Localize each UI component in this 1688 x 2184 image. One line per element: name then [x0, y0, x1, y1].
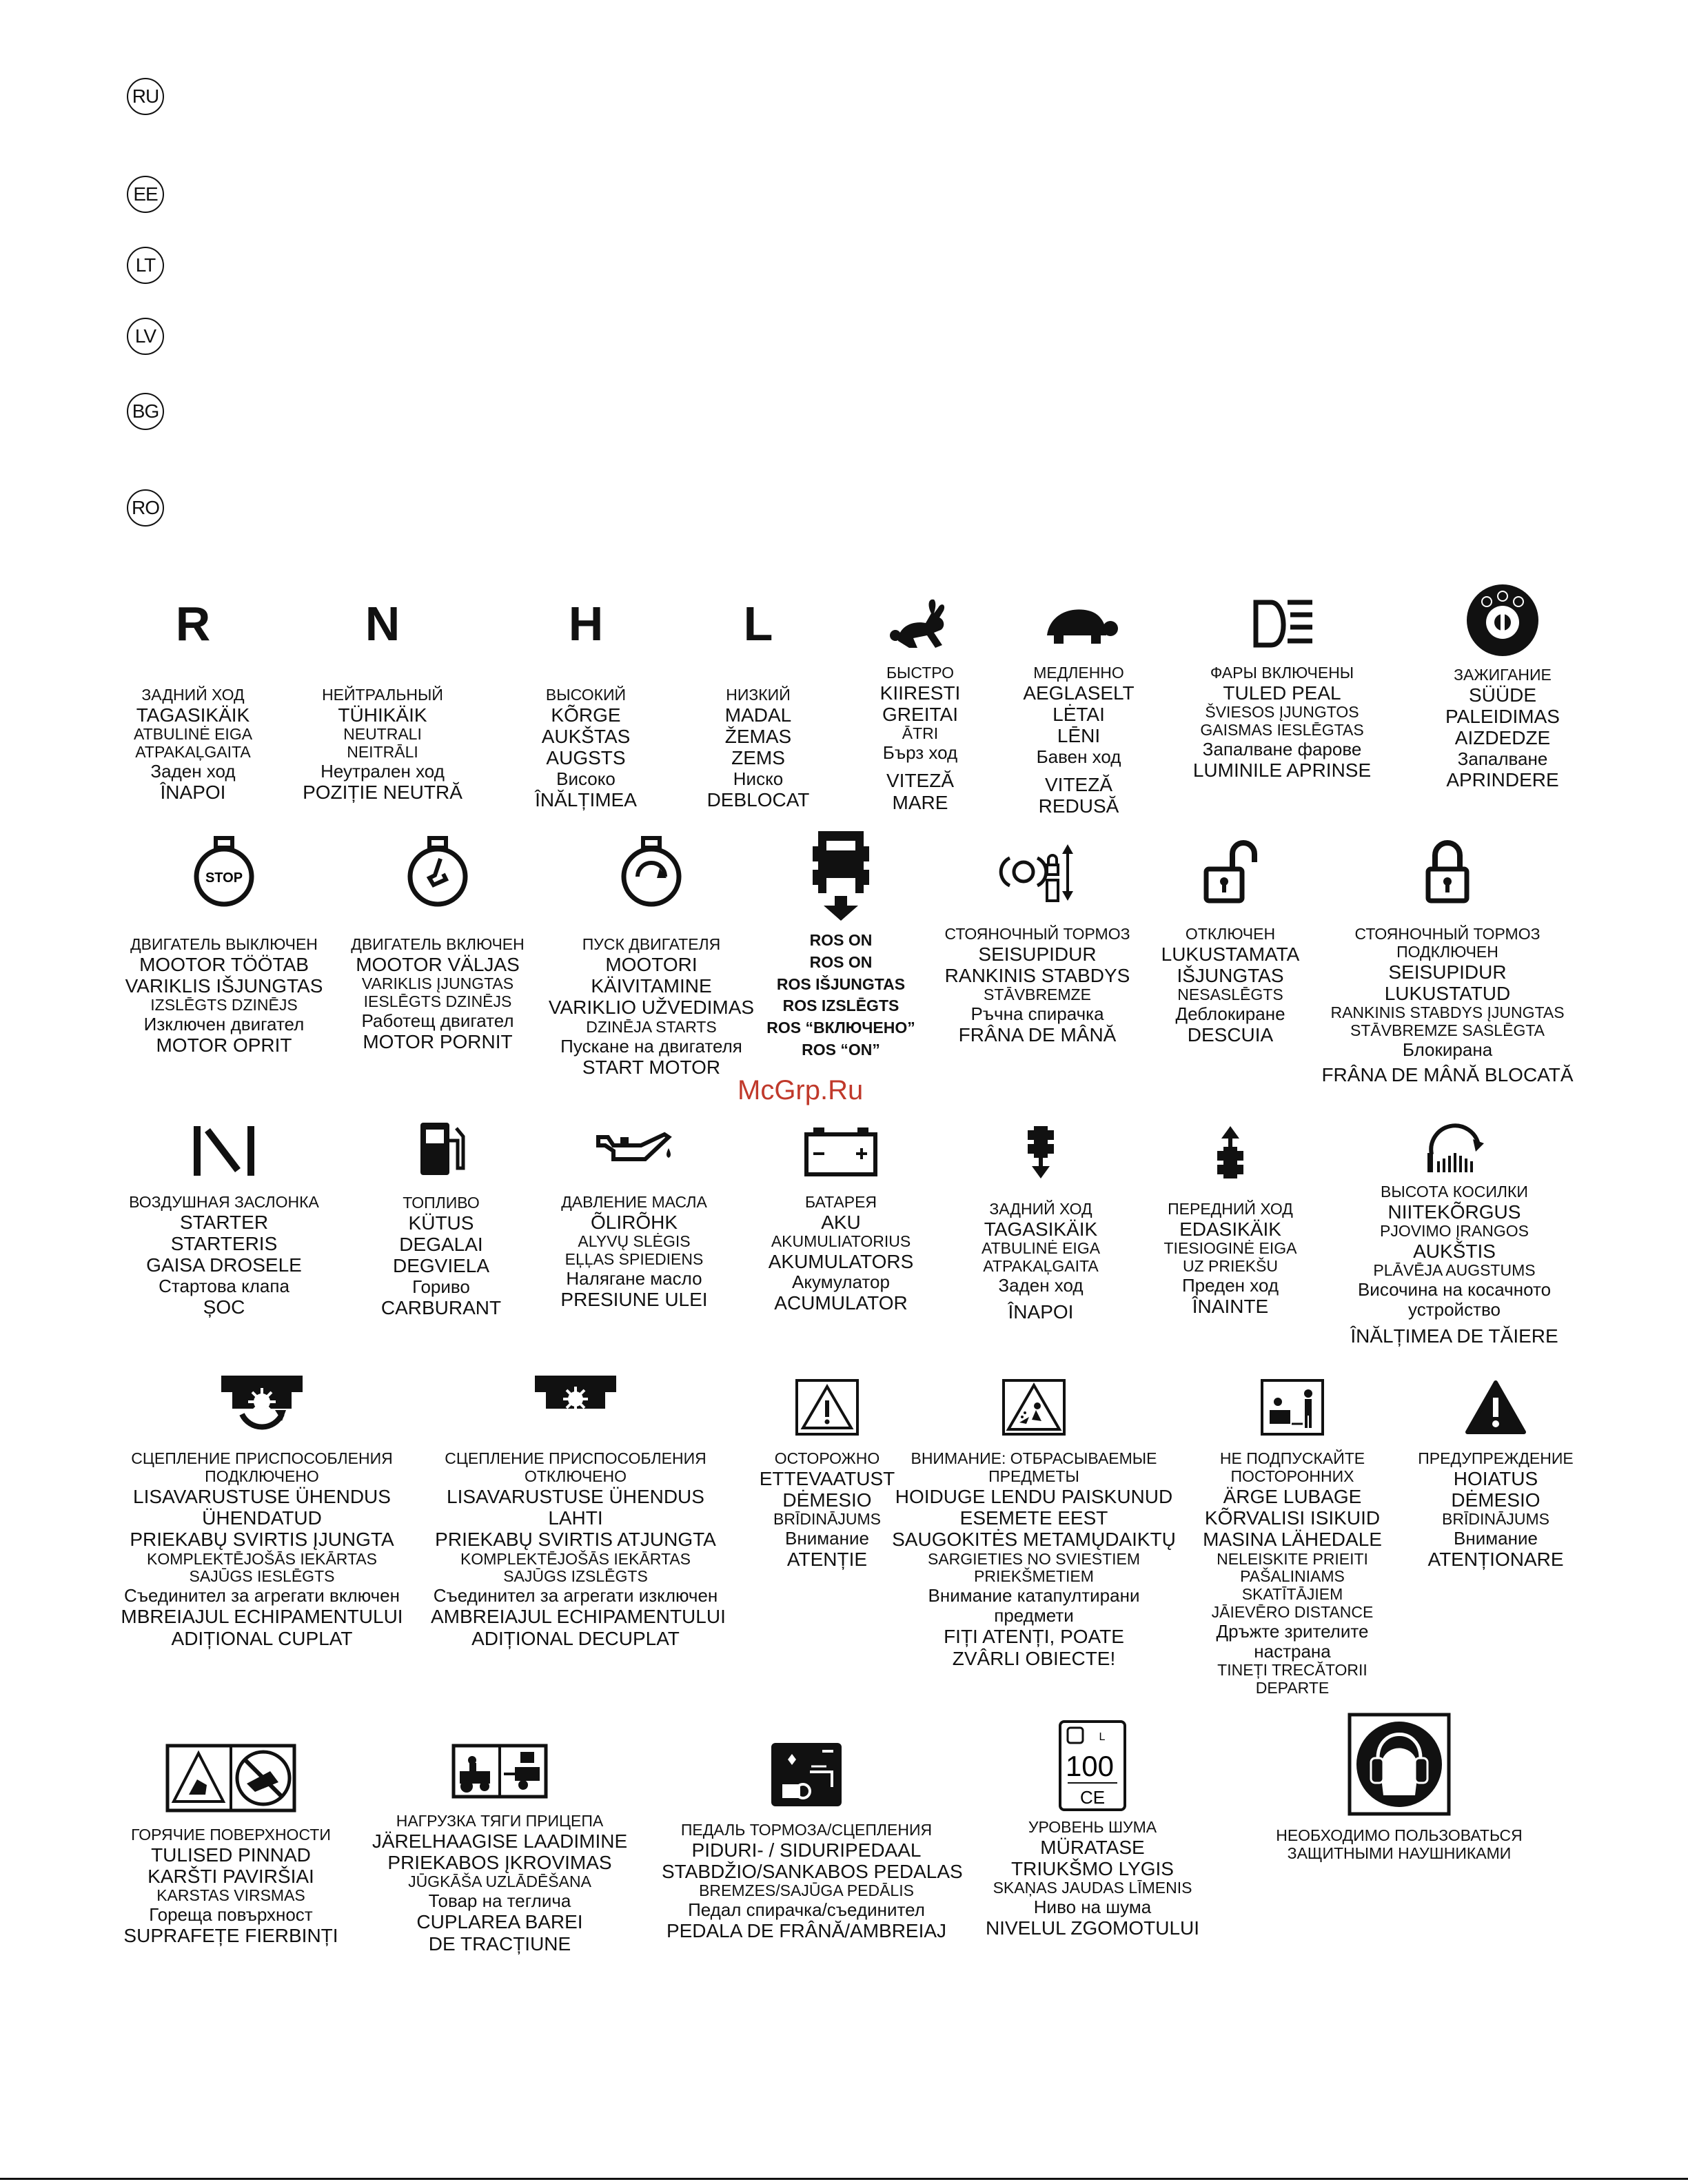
label-line: ATENȚIE: [786, 1549, 868, 1571]
label-line: GREITAI: [882, 704, 958, 726]
label-line: VARIKLIS ĮJUNGTAS: [361, 974, 514, 993]
label-line: Деблокиране: [1175, 1003, 1285, 1025]
headlight-icon: [1248, 593, 1316, 655]
label-line: FRÂNA DE MÂNĂ BLOCATĂ: [1321, 1063, 1574, 1085]
label-line: LĒNI: [1057, 725, 1101, 747]
watermark: McGrp.Ru: [738, 1075, 864, 1105]
label-line: BRĪDINĀJUMS: [1442, 1510, 1549, 1529]
label-line: Ръчна спирачка: [970, 1003, 1104, 1025]
reverse-icon: [1024, 1123, 1058, 1181]
label-line: CUPLAREA BAREI: [416, 1911, 583, 1933]
label-line: ВОЗДУШНАЯ ЗАСЛОНКА: [129, 1193, 319, 1211]
label-line: BREMZES/SAJŪGA PEDĀLIS: [699, 1881, 914, 1900]
label-line: KIIRESTI: [879, 682, 961, 704]
symbol-keep-distance: [1196, 1378, 1389, 1697]
label-line: Пускане на двигателя: [560, 1035, 742, 1057]
label-line: Педал спирачка/съединител: [688, 1899, 925, 1921]
label-line: MOTOR OPRIT: [156, 1034, 292, 1057]
label-line: PIDURI- / SIDURIPEDAAL: [691, 1839, 922, 1861]
label-line: HOIDUGE LENDU PAISKUNUD: [895, 1485, 1173, 1507]
label-line: Внимание катапултирани: [928, 1585, 1140, 1606]
label-line: IZSLĒGTS DZINĒJS: [150, 996, 298, 1014]
label-line: устройство: [1408, 1299, 1501, 1320]
label-line: TÜHIKÄIK: [338, 704, 427, 726]
label-line: EĻĻAS SPIEDIENS: [565, 1249, 704, 1268]
label-line: FIȚI ATENȚI, POATE: [944, 1626, 1124, 1648]
label-line: ДВИГАТЕЛЬ ВЫКЛЮЧЕН: [130, 935, 318, 953]
label-line: ÎNAPOI: [1008, 1300, 1074, 1323]
label-line: APRINDERE: [1446, 768, 1559, 790]
engine-stop-icon: [190, 834, 258, 910]
label-line: ОТКЛЮЧЕН: [1185, 925, 1276, 943]
label-line: REDUSĂ: [1038, 795, 1119, 817]
lang-lv: LV: [127, 318, 164, 355]
label-line: SUPRAFEȚE FIERBINȚI: [123, 1925, 338, 1947]
label-line: KÕRGE: [551, 704, 621, 726]
thrown-objects-icon: [1001, 1378, 1066, 1436]
label-line: МЕДЛЕННО: [1033, 664, 1124, 682]
label-line: Бърз ход: [882, 742, 958, 764]
lang-ee: EE: [127, 176, 164, 213]
label-line: Внимание: [785, 1528, 869, 1549]
label-line: DEPARTE: [1255, 1678, 1330, 1697]
lang-ro: RO: [127, 489, 164, 527]
symbol-warning: [1399, 1378, 1592, 1571]
label-line: ОСТОРОЖНО: [774, 1449, 880, 1467]
symbol-brake-pedal: [662, 1740, 963, 1942]
label-line: TULISED PINNAD: [151, 1844, 311, 1866]
symbol-attachment-engaged: [117, 1371, 407, 1649]
oil-pressure-icon: [593, 1123, 675, 1178]
lang-bg: BG: [127, 393, 164, 430]
label-line: KARSTAS VIRSMAS: [156, 1886, 305, 1905]
svg-text:STOP: STOP: [205, 870, 243, 886]
label-line: Ниво на шума: [1033, 1897, 1152, 1918]
label-line: ТОПЛИВО: [403, 1194, 480, 1212]
label-line: ФАРЫ ВКЛЮЧЕНЫ: [1210, 664, 1354, 682]
label-line: PALEIDIMAS: [1445, 706, 1560, 728]
label-line: AUGSTS: [546, 747, 626, 769]
label-line: SEISUPIDUR: [978, 943, 1097, 965]
label-line: БАТАРЕЯ: [804, 1193, 877, 1211]
label-line: Заден ход: [998, 1274, 1084, 1296]
attachment-engaged-icon: [217, 1371, 307, 1440]
label-line: TAGASIKÄIK: [984, 1218, 1098, 1240]
label-line: СТОЯНОЧНЫЙ ТОРМОЗ: [944, 925, 1130, 943]
label-line: ПОДКЛЮЧЕНО: [205, 1467, 319, 1485]
label-line: PRIEKABŲ SVIRTIS ĮJUNGTA: [130, 1529, 394, 1551]
label-line: ZEMS: [731, 747, 785, 769]
symbol-fast: [841, 593, 999, 813]
symbol-cutting-height: [1330, 1113, 1578, 1347]
label-line: ÜHENDATUD: [202, 1507, 322, 1529]
label-line: TRIUKŠMO LYGIS: [1011, 1858, 1174, 1880]
label-line: DĖMESIO: [782, 1489, 872, 1511]
label-line: KOMPLEKTĒJOŠĀS IEKĀRTAS: [460, 1549, 691, 1568]
label-line: AUKŠTAS: [541, 726, 631, 748]
label-line: JĀIEVĒRO DISTANCE: [1211, 1602, 1374, 1621]
symbol-noise-level: [979, 1719, 1206, 1939]
symbol-ros: [758, 827, 924, 1059]
label-line: Неутрален ход: [321, 760, 445, 782]
label-line: Гориво: [412, 1276, 470, 1297]
label-line: ŠVIESOS ĮJUNGTOS: [1205, 703, 1359, 722]
label-line: ÄRGE LUBAGE: [1223, 1485, 1362, 1507]
label-line: GAISMAS IESLĒGTAS: [1200, 720, 1364, 739]
label-line: VITEZĂ: [886, 770, 954, 792]
symbol-engine-stop: [117, 834, 331, 1057]
label-line: ПОСТОРОННИХ: [1230, 1467, 1354, 1485]
label-line: НИЗКИЙ: [726, 686, 791, 704]
noise-level-icon: [1058, 1719, 1127, 1812]
label-line: УРОВЕНЬ ШУМА: [1028, 1818, 1157, 1836]
label-line: KOMPLEKTĒJOŠĀS IEKĀRTAS: [146, 1549, 378, 1568]
label-line: Акумулатор: [792, 1272, 890, 1293]
symbol-attachment-disengaged: [431, 1371, 726, 1649]
label-line: ROS “ВКЛЮЧЕНО”: [766, 1019, 915, 1037]
label-line: ZVÂRLI OBIECTE!: [952, 1647, 1116, 1669]
label-line: Изключен двигател: [143, 1014, 305, 1035]
label-line: LUKUSTAMATA: [1161, 943, 1300, 965]
label-line: AIZDEDZE: [1454, 727, 1551, 749]
label-line: AKUMULATORS: [768, 1250, 914, 1272]
label-line: VARIKLIS IŠJUNGTAS: [125, 975, 323, 997]
cutting-height-icon: [1416, 1113, 1492, 1175]
label-line: ПЕДАЛЬ ТОРМОЗА/СЦЕПЛЕНИЯ: [680, 1821, 933, 1839]
label-line: ПУСК ДВИГАТЕЛЯ: [582, 935, 721, 953]
label-line: Внимание: [1454, 1528, 1538, 1549]
label-line: ATBULINĖ EIGA: [133, 725, 253, 744]
symbol-choke: [117, 1123, 331, 1318]
label-line: NELEISKITE PRIEITI: [1217, 1549, 1368, 1568]
label-line: ВНИМАНИЕ: ОТБРАСЫВАЕМЫЕ: [911, 1449, 1157, 1467]
label-line: PRIEKABOS ĮKROVIMAS: [387, 1852, 612, 1874]
label-line: ATPAKAĻGAITA: [983, 1256, 1099, 1275]
label-line: AEGLASELT: [1023, 682, 1135, 704]
label-line: MASINA LÄHEDALE: [1203, 1529, 1382, 1551]
label-line: НАГРУЗКА ТЯГИ ПРИЦЕПА: [396, 1812, 604, 1830]
label-line: LUMINILE APRINSE: [1192, 759, 1372, 781]
label-line: ВЫСОКИЙ: [545, 686, 627, 704]
label-line: STĀVBREMZE SASLĒGTA: [1350, 1021, 1545, 1039]
label-line: AKUMULIATORIUS: [771, 1232, 911, 1251]
label-line: RANKINIS STABDYS: [944, 965, 1130, 987]
label-line: MADAL: [724, 704, 792, 726]
label-line: ЗАЖИГАНИЕ: [1454, 666, 1552, 684]
warning-icon: [1465, 1378, 1527, 1436]
label-line: MOOTORI: [605, 953, 698, 975]
label-line: Съединител за агрегати изключен: [433, 1585, 718, 1606]
ros-icon: [810, 827, 872, 923]
symbol-neutral-n: [293, 597, 472, 803]
symbol-low-l: [682, 597, 834, 810]
label-line: PEDALA DE FRÂNĂ/AMBREIAJ: [666, 1920, 947, 1942]
symbol-oil-pressure: [545, 1123, 724, 1310]
label-line: Съединител за агрегати включен: [124, 1585, 400, 1606]
label-line: PRESIUNE ULEI: [560, 1288, 708, 1310]
label-line: ȘOC: [203, 1296, 245, 1318]
label-line: AUKŠTIS: [1413, 1240, 1496, 1262]
caution-icon: [795, 1378, 860, 1436]
fuel-icon: [414, 1120, 469, 1179]
label-line: SAJŪGS IESLĒGTS: [189, 1567, 335, 1586]
label-line: ВЫСОТА КОСИЛКИ: [1381, 1183, 1528, 1201]
label-line: CARBURANT: [380, 1296, 502, 1318]
label-line: Стартова клапа: [159, 1275, 289, 1296]
label-line: IESLĒGTS DZINĒJS: [363, 992, 512, 1010]
label-line: ACUMULATOR: [774, 1292, 908, 1314]
label-line: HOIATUS: [1453, 1467, 1538, 1489]
label-line: EDASIKÄIK: [1179, 1218, 1281, 1240]
keep-distance-icon: [1260, 1378, 1325, 1436]
label-line: LAHTI: [548, 1507, 603, 1529]
label-line: ADIȚIONAL CUPLAT: [171, 1627, 353, 1649]
symbol-parking-brake: [934, 837, 1141, 1046]
label-line: POZIȚIE NEUTRĂ: [303, 781, 462, 803]
label-line: ROS IZSLĒGTS: [782, 997, 899, 1015]
label-line: Блокирана: [1402, 1039, 1493, 1060]
label-line: НЕОБХОДИМО ПОЛЬЗОВАТЬСЯ: [1276, 1826, 1523, 1844]
label-line: ЗАДНИЙ ХОД: [989, 1200, 1092, 1218]
label-line: СЦЕПЛЕНИЕ ПРИСПОСОБЛЕНИЯ: [445, 1449, 706, 1467]
label-line: Гореща повърхност: [149, 1904, 313, 1926]
lang-lt: LT: [127, 247, 164, 284]
label-line: TULED PEAL: [1223, 682, 1341, 704]
label-line: MARE: [892, 791, 948, 813]
label-line: ROS “ON”: [802, 1040, 880, 1059]
battery-icon: [800, 1123, 882, 1178]
label-line: RANKINIS STABDYS ĮJUNGTAS: [1330, 1003, 1565, 1022]
turtle-icon: [1037, 593, 1120, 655]
label-line: NESASLĒGTS: [1177, 986, 1283, 1004]
engine-on-icon: [403, 834, 472, 910]
label-line: ETTEVAATUST: [759, 1467, 895, 1489]
label-line: ЗАДНИЙ ХОД: [141, 686, 245, 704]
label-line: ПОДКЛЮЧЕН: [1396, 942, 1498, 961]
glyph-r: R: [175, 597, 211, 651]
label-line: LUKUSTATUD: [1384, 982, 1511, 1004]
label-line: LĖTAI: [1053, 704, 1105, 726]
label-line: PRIEKABŲ SVIRTIS ATJUNGTA: [435, 1529, 716, 1551]
label-line: VITEZĂ: [1044, 773, 1112, 795]
label-line: MOTOR PORNIT: [363, 1030, 513, 1052]
label-line: FRÂNA DE MÂNĂ: [958, 1024, 1117, 1046]
label-line: Дръжте зрителите: [1216, 1620, 1369, 1642]
label-line: SARGIETIES NO SVIESTIEM: [927, 1549, 1140, 1568]
label-line: AKU: [821, 1211, 861, 1233]
symbol-forward-travel: [1148, 1123, 1313, 1317]
label-line: SEISUPIDUR: [1388, 961, 1507, 983]
label-line: LISAVARUSTUSE ÜHENDUS: [133, 1485, 391, 1507]
label-line: MOOTOR VÄLJAS: [356, 953, 520, 975]
symbol-battery: [758, 1123, 924, 1314]
label-line: START MOTOR: [582, 1056, 721, 1078]
choke-icon: [190, 1123, 258, 1178]
label-line: ADIȚIONAL DECUPLAT: [471, 1627, 680, 1649]
label-line: ALYVŲ SLĖGIS: [578, 1232, 691, 1251]
label-line: STARTERIS: [170, 1233, 278, 1255]
glyph-h: H: [568, 597, 604, 651]
label-line: ÎNAPOI: [160, 781, 226, 803]
forward-icon: [1213, 1123, 1248, 1181]
symbol-hot-surfaces: [117, 1744, 345, 1947]
label-line: ÎNAINTE: [1192, 1295, 1269, 1317]
label-line: TAGASIKÄIK: [136, 704, 250, 726]
label-line: PAŠALINIAMS: [1240, 1567, 1345, 1586]
label-line: KÜTUS: [408, 1212, 474, 1234]
label-line: DZINĒJA STARTS: [586, 1017, 717, 1036]
symbol-slow: [999, 593, 1158, 817]
label-line: ŽEMAS: [724, 726, 792, 748]
label-line: SAUGOKITĖS METAMŲDAIKTŲ: [892, 1529, 1176, 1551]
label-line: SAJŪGS IZSLĒGTS: [503, 1567, 648, 1586]
label-line: DEGALAI: [399, 1234, 483, 1256]
label-line: ДАВЛЕНИЕ МАСЛА: [561, 1193, 707, 1211]
label-line: Товар на теглича: [428, 1890, 571, 1912]
label-line: ATENȚIONARE: [1427, 1549, 1564, 1571]
label-line: Заден ход: [150, 760, 236, 782]
label-line: STĀVBREMZE: [984, 986, 1091, 1004]
label-line: ÎNĂLȚIMEA DE TĂIERE: [1350, 1325, 1558, 1347]
parking-brake-icon: [996, 837, 1079, 906]
label-line: PLĀVĒJA AUGSTUMS: [1373, 1261, 1536, 1280]
label-line: NEITRĀLI: [347, 742, 418, 761]
label-line: STABDŽIO/SANKABOS PEDALAS: [662, 1861, 963, 1883]
label-line: Ниско: [733, 768, 784, 789]
label-line: ATBULINĖ EIGA: [981, 1239, 1101, 1258]
label-line: STARTER: [179, 1211, 269, 1233]
label-line: ATPAKAĻGAITA: [135, 742, 251, 761]
glyph-n: N: [365, 597, 400, 651]
rabbit-icon: [886, 593, 955, 655]
label-line: Преден ход: [1181, 1274, 1279, 1296]
noise-value: 100: [1065, 1750, 1115, 1782]
locked-icon: [1420, 837, 1475, 906]
label-line: BRĪDINĀJUMS: [773, 1510, 881, 1529]
label-line: LISAVARUSTUSE ÜHENDUS: [447, 1485, 704, 1507]
label-line: MOOTOR TÖÖTAB: [139, 953, 309, 975]
label-line: PJOVIMO ĮRANGOS: [1380, 1222, 1529, 1241]
label-line: VARIKLIO UŽVEDIMAS: [548, 997, 755, 1019]
label-line: ПРЕДУПРЕЖДЕНИЕ: [1418, 1449, 1574, 1467]
ear-protection-icon: [1348, 1713, 1451, 1816]
label-line: ПЕРЕДНИЙ ХОД: [1168, 1200, 1293, 1218]
label-line: ОТКЛЮЧЕНО: [524, 1467, 627, 1485]
label-line: NEUTRALI: [343, 725, 422, 744]
symbol-locked: [1310, 837, 1585, 1085]
label-line: Високо: [556, 768, 616, 789]
symbol-trailer-load: [365, 1744, 634, 1955]
label-line: предмети: [994, 1605, 1074, 1626]
label-line: ГОРЯЧИЕ ПОВЕРХНОСТИ: [131, 1826, 331, 1844]
label-line: ĀTRI: [902, 724, 939, 743]
label-line: DESCUIA: [1187, 1024, 1274, 1046]
label-line: DEGVIELA: [392, 1255, 490, 1277]
label-line: Работещ двигател: [361, 1010, 514, 1031]
symbol-headlights: [1172, 593, 1392, 781]
label-line: MÜRATASE: [1040, 1836, 1145, 1858]
label-line: PRIEKŠMETIEM: [974, 1567, 1094, 1586]
label-line: СЦЕПЛЕНИЕ ПРИСПОСОБЛЕНИЯ: [131, 1449, 393, 1467]
label-line: MBREIAJUL ECHIPAMENTULUI: [121, 1606, 403, 1628]
label-line: ROS ON: [809, 931, 873, 949]
page-bottom-rule: [0, 2178, 1688, 2180]
glyph-l: L: [743, 597, 773, 651]
label-line: TINEȚI TRECĂTORII: [1217, 1660, 1367, 1679]
symbol-reverse-r: [110, 597, 276, 803]
label-line: SKATĪTĀJIEM: [1241, 1585, 1343, 1604]
label-line: TIESIOGINĖ EIGA: [1163, 1239, 1297, 1258]
label-line: DĖMESIO: [1451, 1489, 1540, 1511]
symbol-high-h: [503, 597, 669, 810]
hot-surfaces-icon: [165, 1744, 296, 1813]
symbol-ignition: [1406, 582, 1599, 790]
label-line: AMBREIAJUL ECHIPAMENTULUI: [431, 1606, 726, 1628]
label-line: SKAŅAS JAUDAS LĪMENIS: [993, 1879, 1192, 1897]
label-line: Височина на косачното: [1357, 1278, 1552, 1300]
label-line: KARŠTI PAVIRŠIAI: [148, 1866, 314, 1888]
label-line: GAISA DROSELE: [146, 1254, 302, 1276]
symbol-ear-protection: [1261, 1713, 1537, 1863]
label-line: JŪGKĀŠA UZLĀDĒŠANA: [408, 1872, 591, 1891]
symbol-unlocked: [1148, 837, 1313, 1046]
label-line: ÎNĂLȚIMEA: [535, 788, 637, 810]
label-line: KÕRVALISI ISIKUID: [1204, 1507, 1381, 1529]
svg-text:CE: CE: [1079, 1787, 1106, 1808]
label-line: ROS ON: [809, 952, 873, 971]
label-line: Налягане масло: [566, 1267, 702, 1289]
label-line: KÄIVITAMINE: [591, 975, 712, 997]
symbol-engine-start: [545, 834, 758, 1078]
label-line: ЗАЩИТНЫМИ НАУШНИКАМИ: [1287, 1844, 1512, 1862]
symbol-engine-on: [331, 834, 545, 1052]
label-line: Запалване: [1457, 748, 1548, 769]
label-line: НЕЙТРАЛЬНЫЙ: [322, 686, 443, 704]
label-line: БЫСТРО: [886, 664, 955, 682]
label-line: ESEMETE EEST: [959, 1507, 1108, 1529]
label-line: IŠJUNGTAS: [1177, 965, 1284, 987]
symbol-thrown-objects: [889, 1378, 1179, 1669]
svg-text:L: L: [1099, 1731, 1106, 1743]
label-line: Запалване фарове: [1202, 738, 1362, 759]
label-line: ROS IŠJUNGTAS: [776, 974, 906, 993]
unlocked-icon: [1199, 837, 1261, 906]
label-line: DEBLOCAT: [706, 788, 810, 810]
attachment-disengaged-icon: [531, 1371, 620, 1427]
label-line: DE TRACȚIUNE: [428, 1932, 571, 1955]
symbol-reverse-travel: [958, 1123, 1123, 1323]
label-line: UZ PRIEKŠU: [1182, 1256, 1279, 1275]
label-line: настрана: [1254, 1640, 1331, 1662]
lang-ru: RU: [127, 78, 164, 115]
label-line: ÕLIRÕHK: [590, 1211, 678, 1233]
symbol-fuel: [358, 1120, 524, 1318]
brake-pedal-icon: [769, 1740, 844, 1809]
label-line: ДВИГАТЕЛЬ ВКЛЮЧЕН: [351, 935, 525, 953]
label-line: Бавен ход: [1036, 746, 1121, 767]
engine-start-icon: [617, 834, 686, 910]
label-line: НЕ ПОДПУСКАЙТЕ: [1219, 1449, 1365, 1467]
label-line: NIVELUL ZGOMOTULUI: [985, 1917, 1200, 1939]
label-line: ПРЕДМЕТЫ: [988, 1467, 1079, 1485]
label-line: NIITEKÕRGUS: [1387, 1201, 1521, 1223]
label-line: SÜÜDE: [1468, 684, 1536, 706]
ignition-icon: [1465, 582, 1540, 658]
trailer-load-icon: [451, 1744, 548, 1799]
label-line: СТОЯНОЧНЫЙ ТОРМОЗ: [1354, 925, 1540, 943]
label-line: JÄRELHAAGISE LAADIMINE: [372, 1830, 628, 1852]
